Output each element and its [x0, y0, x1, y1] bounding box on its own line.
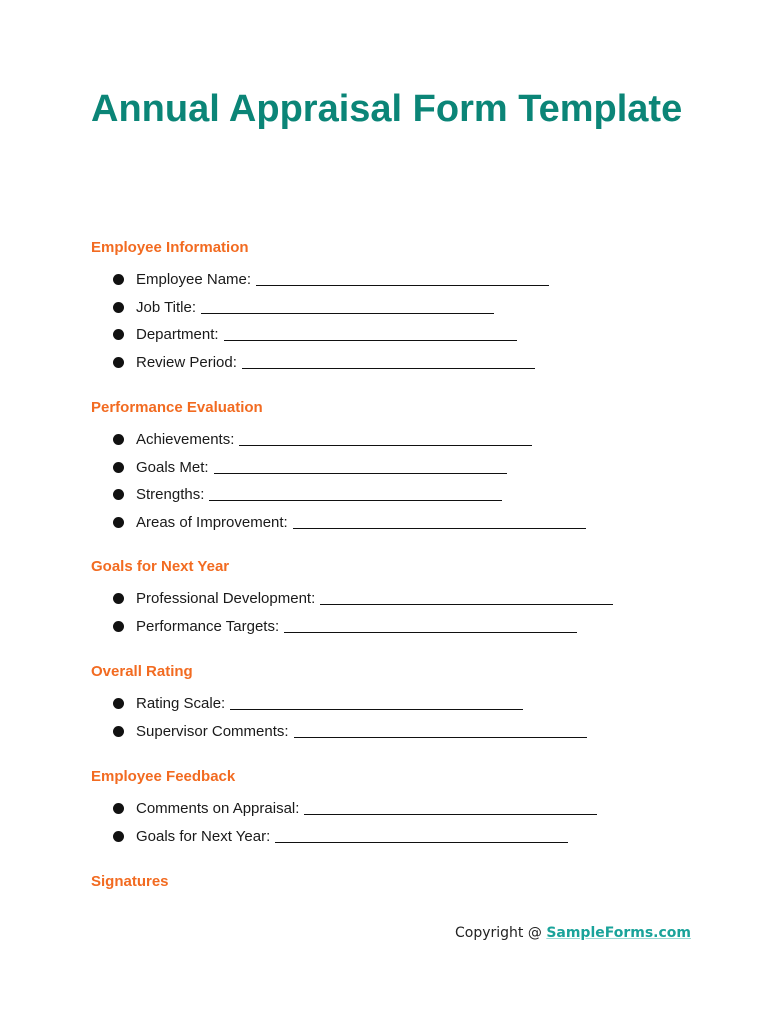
field-achievements	[113, 426, 586, 454]
bullet-icon	[113, 434, 124, 445]
job-title-blank-line[interactable]	[201, 299, 494, 314]
field-employee-name	[113, 266, 549, 294]
employee-information-fields	[113, 266, 549, 376]
field-job-title	[113, 294, 549, 322]
section-heading-goals-for-next-year: Goals for Next Year	[91, 558, 230, 575]
section-heading-employee-information: Employee Information	[91, 239, 249, 256]
bullet-icon	[113, 726, 124, 737]
field-areas-of-improvement	[113, 509, 586, 537]
field-label: Areas of Improvement:	[136, 513, 288, 531]
goals-met-blank-line[interactable]	[214, 459, 507, 474]
sampleforms-link[interactable]: SampleForms.com	[546, 925, 692, 941]
bullet-icon	[113, 329, 124, 340]
field-label: Review Period:	[136, 353, 237, 371]
review-period-blank-line[interactable]	[242, 354, 535, 369]
field-comments-on-appraisal	[113, 795, 597, 823]
goals-for-next-year-blank-line[interactable]	[275, 828, 568, 843]
comments-on-appraisal-blank-line[interactable]	[304, 800, 597, 815]
achievements-blank-line[interactable]	[239, 431, 532, 446]
field-department	[113, 321, 549, 349]
section-heading-signatures: Signatures	[91, 873, 169, 890]
field-label: Goals Met:	[136, 458, 209, 476]
bullet-icon	[113, 593, 124, 604]
field-review-period	[113, 349, 549, 377]
field-goals-met	[113, 454, 586, 482]
bullet-icon	[113, 621, 124, 632]
bullet-icon	[113, 489, 124, 500]
performance-targets-blank-line[interactable]	[284, 618, 577, 633]
section-heading-employee-feedback: Employee Feedback	[91, 768, 236, 785]
page-title: Annual Appraisal Form Template	[91, 88, 683, 130]
field-professional-development	[113, 585, 613, 613]
field-label: Supervisor Comments:	[136, 722, 289, 740]
bullet-icon	[113, 462, 124, 473]
overall-rating-fields	[113, 690, 587, 745]
bullet-icon	[113, 274, 124, 285]
goals-for-next-year-fields	[113, 585, 613, 640]
employee-feedback-fields	[113, 795, 597, 850]
employee-name-blank-line[interactable]	[256, 271, 549, 286]
field-label: Strengths:	[136, 486, 205, 504]
field-strengths	[113, 481, 586, 509]
field-performance-targets	[113, 613, 613, 641]
strengths-blank-line[interactable]	[209, 486, 502, 501]
field-label: Professional Development:	[136, 590, 316, 608]
section-heading-overall-rating: Overall Rating	[91, 663, 193, 680]
bullet-icon	[113, 831, 124, 842]
bullet-icon	[113, 357, 124, 368]
field-label: Employee Name:	[136, 271, 252, 289]
field-supervisor-comments	[113, 718, 587, 746]
field-label: Department:	[136, 326, 219, 344]
field-label: Performance Targets:	[136, 617, 280, 635]
field-rating-scale	[113, 690, 587, 718]
supervisor-comments-blank-line[interactable]	[294, 723, 587, 738]
field-label: Job Title:	[136, 298, 197, 316]
bullet-icon	[113, 803, 124, 814]
field-label: Comments on Appraisal:	[136, 800, 300, 818]
bullet-icon	[113, 698, 124, 709]
bullet-icon	[113, 302, 124, 313]
field-label: Achievements:	[136, 431, 235, 449]
bullet-icon	[113, 517, 124, 528]
section-heading-performance-evaluation: Performance Evaluation	[91, 399, 263, 416]
department-blank-line[interactable]	[224, 326, 517, 341]
copyright-prefix: Copyright @	[455, 925, 547, 941]
field-goals-for-next-year	[113, 823, 597, 851]
field-label: Rating Scale:	[136, 695, 226, 713]
field-label: Goals for Next Year:	[136, 827, 271, 845]
performance-evaluation-fields	[113, 426, 586, 536]
professional-development-blank-line[interactable]	[320, 590, 613, 605]
copyright-footer	[455, 924, 691, 942]
areas-of-improvement-blank-line[interactable]	[293, 514, 586, 529]
rating-scale-blank-line[interactable]	[230, 695, 523, 710]
